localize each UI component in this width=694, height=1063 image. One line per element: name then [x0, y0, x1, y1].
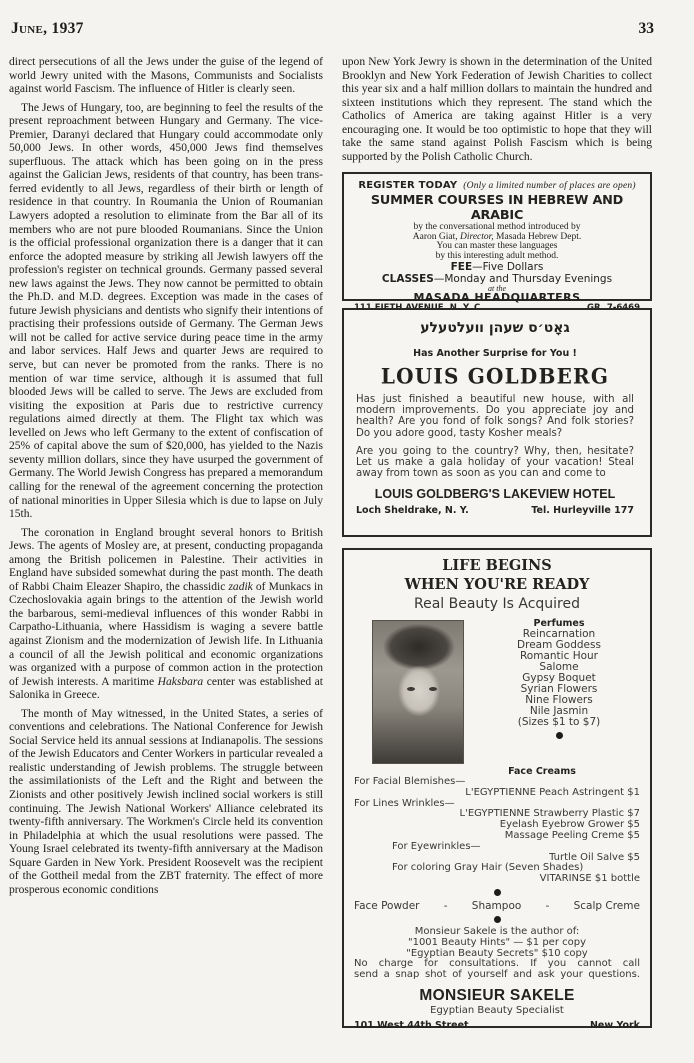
term-zadik: zadik	[228, 580, 253, 593]
master-line: You can master these languages	[436, 241, 558, 251]
ad3-footer	[354, 1020, 640, 1031]
extra-scalp-creme: Scalp Creme	[573, 899, 640, 912]
perfume-item: Syrian Flowers	[520, 683, 598, 695]
term-haksbara: Haksbara	[157, 675, 204, 688]
extra-separator: -	[443, 899, 448, 912]
director-dept: Masada Hebrew Dept.	[496, 231, 582, 242]
director-name: Aaron Giat,	[412, 231, 458, 242]
portrait-eye-right	[429, 687, 437, 691]
paragraph-3-text-a: The coronation in England brought several honors to British Jews. The agents of Mosley are, at present, conducting propaganda among the British policemen in Palestine. Their activities in England have subsided somewhat during the past month. The death of Rabbi Chaim Eleazer Shapiro, the chassidic	[9, 526, 323, 593]
adult-method-line: by this interesting adult method.	[435, 250, 559, 261]
paragraph-2: The Jews of Hungary, too, are beginning to feel the results of the present reproachment between Hungary and Germany. The vice-Premier, Daranyi declared that Hungary could accommodate only 50,000 Jews. In other words, 450,000 Jews find themselves superfluous. The attack which has been going on in the press against the Galician Jews, residents of that country, has been transferred evidently to all Jews, regardless of their birth or length of residence in that country. In Roumania the Union of Roumanian Lawyers adopted a resolution to eliminate from the Bar all of its members who are not pure blooded Roumanians. Since the Union is the official professional organization there is a danger that it can enforce the adopted measure by striking all Jewish lawyers off the profession's register on technical grounds. Germany passed several new laws against the Jews. They now cannot be permitted to obtain the Ph.D. and M.D. degrees. Exception was made in the cases of future Jewish physicians and dentists who signify their intentions of practising their professions outside of Germany. The German Jews will not be called for active service during peace time in the army and labor services. Half Jews and quarter Jews are required to serve, but can never be promoted from the ranks. There is no mention of war time service, although it is assumed that full blooded Jews will be called to serve. The Jews are excluded from visiting the exposition at Paris due to restrictive currency regulations aimed directly at them. The Flight tax which was levelled on Jews who left Germany to the extent of confiscation of 25% of capital above the sum of $20,000, has yielded to the Nazis seventy million dollars, since they have usurped the government of Germany. The World Jewish Congress has prepared a memorandum calling for the renewal of the agreement concerning the protection of national minorities in Upper Silesia which is due to lapse on July 15th.	[9, 101, 323, 521]
bullet-dot-icon	[494, 916, 501, 923]
hotel-location: Loch Sheldrake, N. Y.	[356, 505, 469, 517]
consult-line-1: No charge for consultations. If you cannot call	[354, 958, 640, 970]
portrait-eye-left	[407, 687, 415, 691]
venue: MASADA HEADQUARTERS	[413, 291, 581, 304]
director-role: Director,	[459, 231, 494, 242]
title-line-1: LIFE BEGINS	[442, 557, 552, 574]
fee-line	[354, 261, 640, 273]
portrait-photo	[372, 620, 464, 764]
title-line-2: WHEN YOU'RE READY	[404, 576, 590, 593]
face-creams-heading: Face Creams	[508, 766, 576, 777]
right-column-text: upon New York Jewry is shown in the determination of the United Brooklyn and New York Federation of Jewish Charities to collect this year six and a half million dollars to maintain the hundred and sixteen institutions which they represent. The stand which the Catholics of America are taking against Hitler is a very encouraging one. It would be too optimistic to hope that they will take the same stand against Polish Fascism which is being supported by the Polish Catholic Church.	[342, 56, 652, 163]
page-number: 33	[638, 20, 654, 37]
register-row	[354, 180, 640, 191]
register-note: (Only a limited number of places are open)	[463, 181, 636, 191]
classes-value: —Monday and Thursday Evenings	[433, 273, 613, 285]
wrinkles-product: Eyelash Eyebrow Grower $5	[499, 819, 640, 831]
blemishes-label: For Facial Blemishes—	[354, 776, 466, 787]
perfume-item: Reincarnation	[522, 628, 596, 640]
hotel-name: LOUIS GOLDBERG'S LAKEVIEW HOTEL	[374, 487, 616, 502]
louis-goldberg-name: LOUIS GOLDBERG	[380, 363, 610, 389]
hebrew-heading: גאָט׳ס שעהן װעלטעלע	[420, 320, 570, 336]
fee-value: —Five Dollars	[472, 261, 544, 273]
author-line-2: "1001 Beauty Hints" — $1 per copy	[407, 936, 587, 948]
hair-label: For coloring Gray Hair (Seven Shades)	[392, 862, 584, 874]
method-line: by the conversational method introduced by	[413, 222, 581, 232]
wrinkles-product: Massage Peeling Creme $5	[504, 829, 640, 841]
sakele-address: 101 West 44th Street	[354, 1019, 469, 1031]
paragraph-3-text-b: of Munkacs in Czechoslovakia again brings to the attention of the Jewish world the barbarous, semi-medieval influences of this wonder Rabbi in Carpatho-Lithuania, where Hassidism is waging a severe battle against Zionism and the modernization of Jewish life. In Lithuania a council of all the Jewish political and economic organizations was organized with a purpose of common action in the protection of Jewish interests. A maritime	[9, 580, 323, 688]
perfume-item: Salome	[539, 661, 579, 673]
at-the: at the	[488, 284, 506, 293]
author-line-3: "Egyptian Beauty Secrets" $10 copy	[406, 947, 588, 959]
ad2-footer	[356, 505, 634, 516]
surprise-line: Has Another Surprise for You !	[413, 348, 577, 359]
perfume-item: Gypsy Boquet	[522, 672, 596, 684]
blemishes-product: L'EGYPTIENNE Peach Astringent $1	[465, 786, 640, 798]
hotel-body-1: Has just finished a beautiful new house, with all modern improvements. Do you appreciate joy and health? Are you fond of folk songs? And folk stories? Do you adore good, tasty Kosher meals?	[356, 394, 634, 439]
fee-label: FEE	[450, 261, 473, 273]
ad-hebrew-arabic-courses	[342, 172, 652, 304]
eyewrinkles-product: Turtle Oil Salve $5	[549, 851, 640, 863]
perfume-sizes: (Sizes $1 to $7)	[517, 716, 601, 728]
perfume-item: Romantic Hour	[519, 650, 598, 662]
perfumes-heading: Perfumes	[533, 618, 585, 629]
paragraph-3	[9, 527, 323, 703]
specialist-line: Egyptian Beauty Specialist	[430, 1004, 564, 1016]
brand-name: MONSIEUR SAKELE	[419, 986, 575, 1004]
wrinkles-product: L'EGYPTIENNE Strawberry Plastic $7	[459, 808, 640, 820]
perfume-item: Nine Flowers	[525, 694, 593, 706]
ad-monsieur-sakele	[342, 548, 652, 1031]
bullet-dot-icon	[494, 889, 501, 896]
eyewrinkles-label: For Eyewrinkles—	[392, 840, 481, 852]
extra-shampoo: Shampoo	[471, 899, 522, 912]
photo-and-perfumes	[354, 618, 640, 766]
paragraph-4: The month of May witnessed, in the United States, a series of conventions and celebrations. The National Conference for Jewish Social Service held its annual sessions at Indianapolis. The sessions of the Jewish Educators and Center Workers in particular revealed a realistic understanding of Jewish problems. The struggle between the assimilationists of the Left and the Right and between the Zionists and other positively Jewish inclined social workers is still continuing. The Jewish National Workers' Alliance celebrated its twenty-fifth anniversary. The Workmen's Circle held its convention in Philadelphia at which the usual resolutions were passed. The Young Israel celebrated its twenty-fifth anniversary at the Madison Square Garden in New York. President Roosevelt was the recipient of the Gottheil medal from the ZBT fraternity. The effect of more prosperous economic conditions	[9, 707, 323, 896]
extra-face-powder: Face Powder	[354, 899, 420, 912]
hotel-body-2: Are you going to the country? Why, then, hesitate? Let us make a gala holiday of your vacation! Steal away from town as soon as you can and come to	[356, 445, 634, 480]
left-column	[9, 56, 323, 902]
paragraph-1: direct persecutions of all the Jews under the guise of the legend of world Jewry united with the Masons, Communists and Socialists against world Fascism. The influence of Hitler is clearly seen.	[9, 56, 323, 96]
wrinkles-label: For Lines Wrinkles—	[354, 797, 455, 809]
consult-line-2: send a snap shot of yourself and ask your questions.	[354, 969, 640, 981]
register-label: REGISTER TODAY	[358, 180, 458, 191]
perfumes-list	[494, 618, 624, 743]
author-line-1: Monsieur Sakele is the author of:	[414, 925, 580, 937]
courses-headline: SUMMER COURSES IN HEBREW AND ARABIC	[370, 193, 624, 223]
running-head: June, 1937	[11, 20, 84, 37]
perfume-item: Dream Goddess	[517, 639, 601, 651]
classes-label: CLASSES	[381, 273, 434, 285]
paragraph-3-text-c: center was established at Salonika in Greece.	[9, 675, 323, 702]
perfume-item: Nile Jasmin	[529, 705, 589, 717]
sakele-city: New York	[589, 1019, 640, 1031]
hair-product: VITARINSE $1 bottle	[539, 873, 640, 885]
extras-row	[354, 900, 640, 912]
subtitle: Real Beauty Is Acquired	[413, 596, 581, 612]
extra-separator: -	[545, 899, 550, 912]
ad-lakeview-hotel	[342, 308, 652, 537]
hotel-phone: Tel. Hurleyville 177	[531, 505, 634, 517]
bullet-dot-icon	[556, 732, 563, 739]
